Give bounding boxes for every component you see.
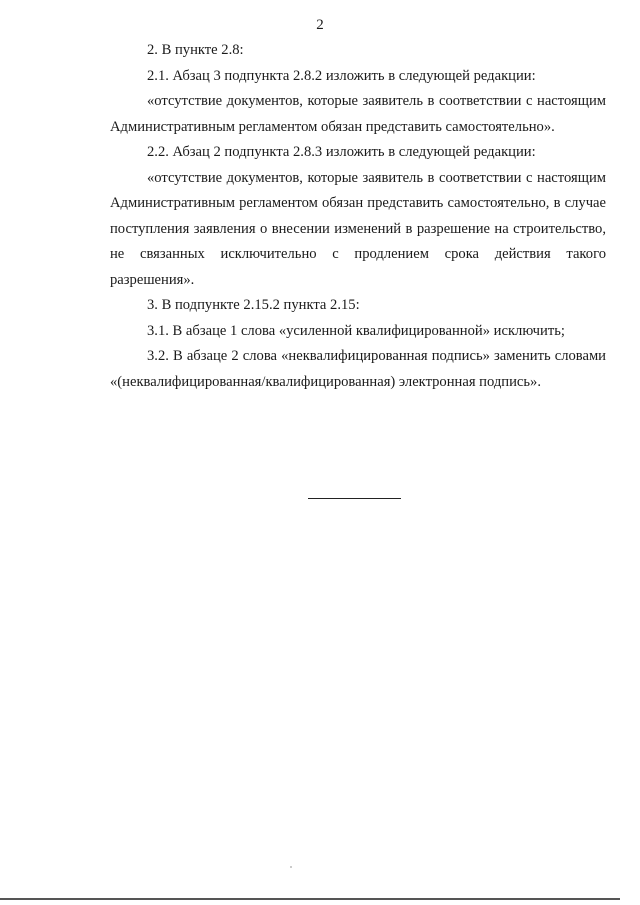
quoted-text-2-1: «отсутствие документов, которые заявитель в соответствии с настоящим Административным регламентом обязан представить самостоятельно». — [110, 93, 606, 135]
section-heading-3: 3. В подпункте 2.15.2 пункта 2.15: — [147, 297, 360, 313]
subsection-2-1: 2.1. Абзац 3 подпункта 2.8.2 изложить в следующей редакции: — [147, 67, 536, 84]
page-number: 2 — [316, 17, 324, 33]
subsection-3-1: 3.1. В абзаце 1 слова «усиленной квалифицированной» исключить; — [147, 322, 565, 339]
subsection-3-2: 3.2. В абзаце 2 слова «неквалифицированная подпись» заменить словами «(неквалифицированная/квалифицированная) электронная подпись». — [110, 348, 606, 390]
quoted-text-2-2: «отсутствие документов, которые заявитель в соответствии с настоящим Административным регламентом обязан представить самостоятельно, в случае поступления заявления о внесении изменений в разрешение на строительство, не связанных исключительно с продлением срока действия такого разрешения». — [110, 169, 606, 288]
document-body — [110, 38, 606, 395]
end-separator-line — [308, 498, 401, 499]
subsection-2-2: 2.2. Абзац 2 подпункта 2.8.3 изложить в следующей редакции: — [147, 144, 536, 160]
scan-artifact — [290, 866, 292, 868]
page-bottom-edge — [0, 898, 620, 900]
section-heading-2: 2. В пункте 2.8: — [147, 42, 244, 58]
